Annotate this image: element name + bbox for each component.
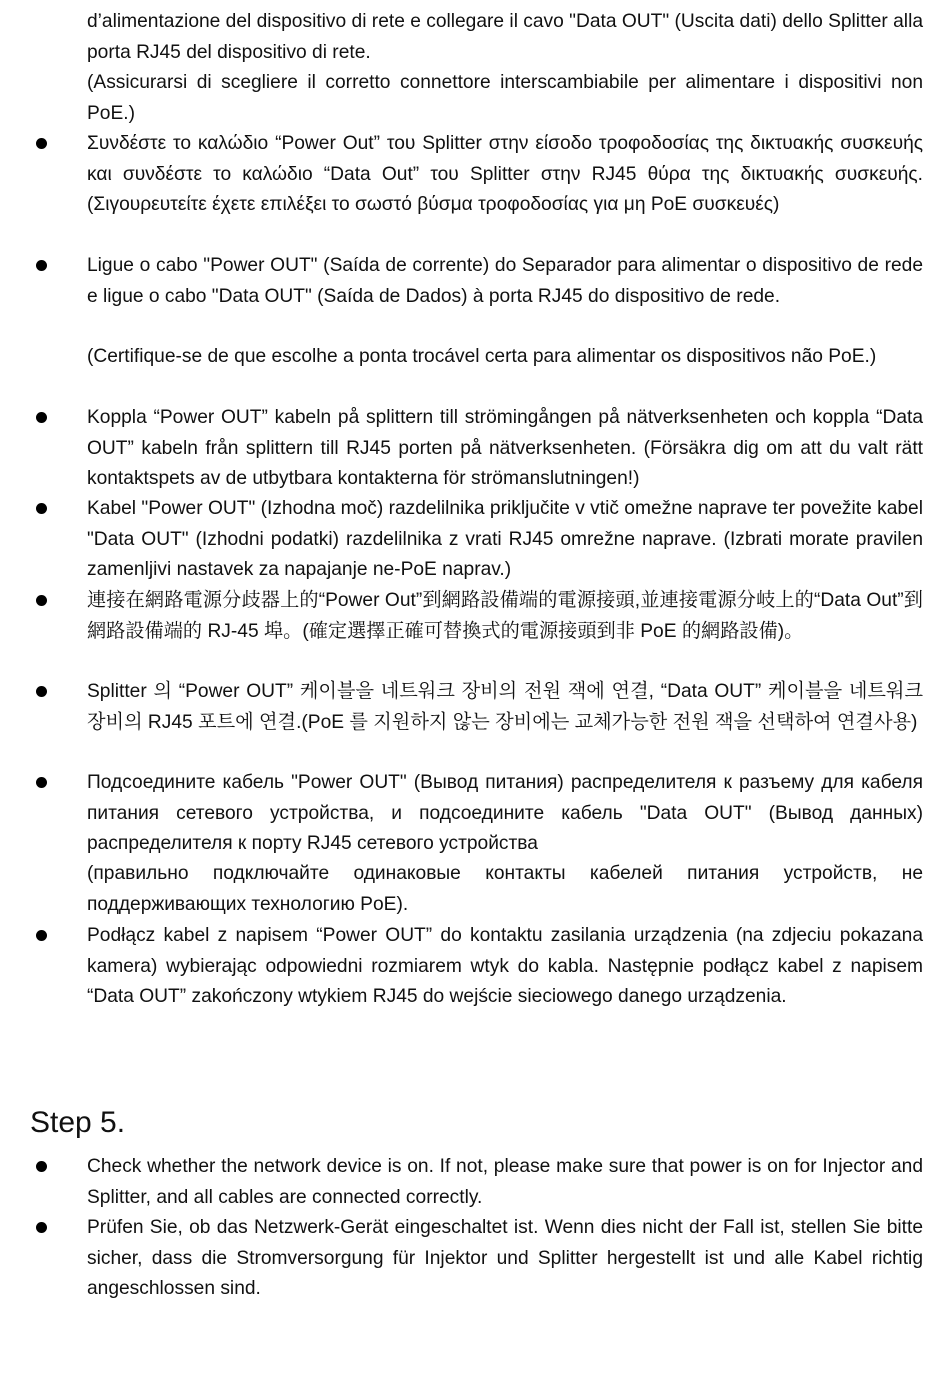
- bullet-icon: [36, 930, 47, 941]
- bullet-icon: [36, 503, 47, 514]
- list-item-german: Prüfen Sie, ob das Netzwerk-Gerät eingeschaltet ist. Wenn dies nicht der Fall ist, stellen Sie bitte sicher, dass die Stromversorgung für Injektor und Splitter hergestellt ist und alle Kabel richtig angeschlossen sind.: [87, 1217, 923, 1299]
- bullet-icon: [36, 412, 47, 423]
- list-item-slovenian: Kabel "Power OUT" (Izhodna moč) razdelilnika priključite v vtič omežne naprave ter povežite kabel "Data OUT" (Izhodni podatki) razdelilnika z vrati RJ45 omrežne naprave. (Izbrati morate pravilen zamenljivi nastavek za napajanje ne-PoE naprav.): [87, 498, 923, 580]
- list-item-portuguese-note: (Certifique-se de que escolhe a ponta trocável certa para alimentar os dispositivos não PoE.): [87, 346, 877, 367]
- list-item-portuguese: Ligue o cabo "Power OUT" (Saída de corrente) do Separador para alimentar o dispositivo de rede e ligue o cabo "Data OUT" (Saída de Dados) à porta RJ45 do dispositivo de rede.: [87, 255, 923, 307]
- bullet-icon: [36, 138, 47, 149]
- list-item-chinese: 連接在網路電源分歧器上的“Power Out”到網路設備端的電源接頭,並連接電源分岐上的“Data Out”到網路設備端的 RJ-45 埠。(確定選擇正確可替換式的電源接頭到非 PoE 的網路設備)。: [87, 590, 923, 642]
- list-item-swedish: Koppla “Power OUT” kabeln på splittern till strömingången på nätverksenheten och koppla “Data OUT” kabeln från splittern till RJ45 porten på nätverksenheten. (Försäkra dig om att du valt rätt kontaktspets av de utbytbara kontakterna för strömanslutningen!): [87, 407, 923, 489]
- list-item-english: Check whether the network device is on. If not, please make sure that power is on for Injector and Splitter, and all cables are connected correctly.: [87, 1156, 923, 1208]
- paragraph-italian-continuation: d’alimentazione del dispositivo di rete e collegare il cavo "Data OUT" (Uscita dati) dello Splitter alla porta RJ45 del dispositivo di rete.: [87, 11, 923, 63]
- step-heading: Step 5.: [30, 1106, 126, 1139]
- list-item-korean: Splitter 의 “Power OUT” 케이블을 네트워크 장비의 전원 잭에 연결, “Data OUT” 케이블을 네트워크 장비의 RJ45 포트에 연결.(PoE 를 지원하지 않는 장비에는 교체가능한 전원 잭을 선택하여 연결사용): [87, 681, 923, 733]
- list-item-polish: Podłącz kabel z napisem “Power OUT” do kontaktu zasilania urządzenia (na zdjeciu pokazana kamera) wybierając odpowiedni rozmiarem wtyk do kabla. Następnie podłącz kabel z napisem “Data OUT” zakończony wtykiem RJ45 do wejście sieciowego danego urządzenia.: [87, 925, 923, 1007]
- paragraph-italian-note: (Assicurarsi di scegliere il corretto connettore interscambiabile per alimentare i dispositivi non PoE.): [87, 72, 923, 124]
- list-item-greek: Συνδέστε το καλώδιο “Power Out” του Splitter στην είσοδο τροφοδοσίας της δικτυακής συσκευής και συνδέστε το καλώδιο “Data Out” του Splitter στην RJ45 θύρα της δικτυακής συσκευής. (Σιγουρευτείτε έχετε επιλέξει το σωστό βύσμα τροφοδοσίας για μη PoE συσκευές): [87, 133, 923, 215]
- list-item-russian-note: (правильно подключайте одинаковые контакты кабелей питания устройств, не поддерживающих технологию PoE).: [87, 863, 923, 915]
- bullet-icon: [36, 595, 47, 606]
- bullet-icon: [36, 1161, 47, 1172]
- bullet-icon: [36, 777, 47, 788]
- list-item-russian: Подсоедините кабель "Power OUT" (Вывод питания) распределителя к разъему для кабеля питания сетевого устройства, и подсоедините кабель "Data OUT" (Вывод данных) распределителя к порту RJ45 сетевого устройства: [87, 772, 923, 854]
- bullet-icon: [36, 1222, 47, 1233]
- bullet-icon: [36, 260, 47, 271]
- bullet-icon: [36, 686, 47, 697]
